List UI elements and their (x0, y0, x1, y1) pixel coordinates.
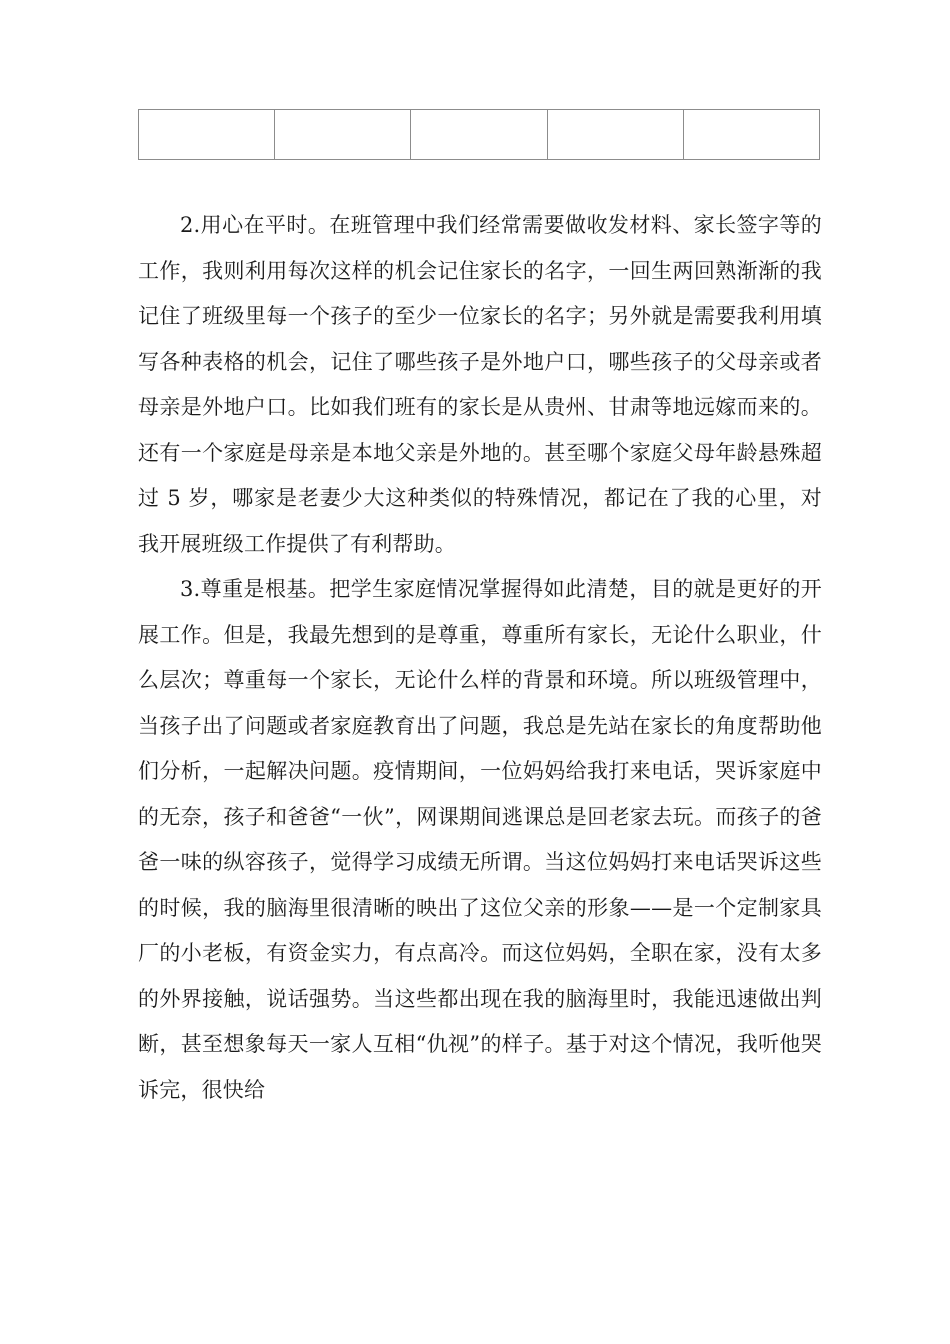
paragraph-respect-in-daily-work: 2.用心在平时。在班管理中我们经常需要做收发材料、家长签字等的工作，我则利用每次这样的机会记住家长的名字，一回生两回熟渐渐的我记住了班级里每一个孩子的至少一位家长的名字；另外就是需要我利用填写各种表格的机会，记住了哪些孩子是外地户口，哪些孩子的父母亲或者母亲是外地户口。比如我们班有的家长是从贵州、甘肃等地远嫁而来的。还有一个家庭是母亲是本地父亲是外地的。甚至哪个家庭父母年龄悬殊超过 5 岁，哪家是老妻少大这种类似的特殊情况，都记在了我的心里，对我开展班级工作提供了有利帮助。 (138, 213, 822, 556)
table-cell (411, 110, 547, 160)
table-cell (683, 110, 819, 160)
table-cell (547, 110, 683, 160)
empty-table (138, 109, 820, 160)
table-row (139, 110, 820, 160)
table-cell (275, 110, 411, 160)
table-cell (139, 110, 275, 160)
body-text (138, 203, 822, 1113)
paragraph-respect-is-foundation: 3.尊重是根基。把学生家庭情况掌握得如此清楚，目的就是更好的开展工作。但是，我最先想到的是尊重，尊重所有家长，无论什么职业，什么层次；尊重每一个家长，无论什么样的背景和环境。所以班级管理中，当孩子出了问题或者家庭教育出了问题，我总是先站在家长的角度帮助他们分析，一起解决问题。疫情期间，一位妈妈给我打来电话，哭诉家庭中的无奈，孩子和爸爸“一伙”，网课期间逃课总是回老家去玩。而孩子的爸爸一味的纵容孩子，觉得学习成绩无所谓。当这位妈妈打来电话哭诉这些的时候，我的脑海里很清晰的映出了这位父亲的形象——是一个定制家具厂的小老板，有资金实力，有点高冷。而这位妈妈，全职在家，没有太多的外界接触，说话强势。当这些都出现在我的脑海里时，我能迅速做出判断，甚至想象每天一家人互相“仇视”的样子。基于对这个情况，我听他哭诉完，很快给 (138, 577, 822, 1102)
